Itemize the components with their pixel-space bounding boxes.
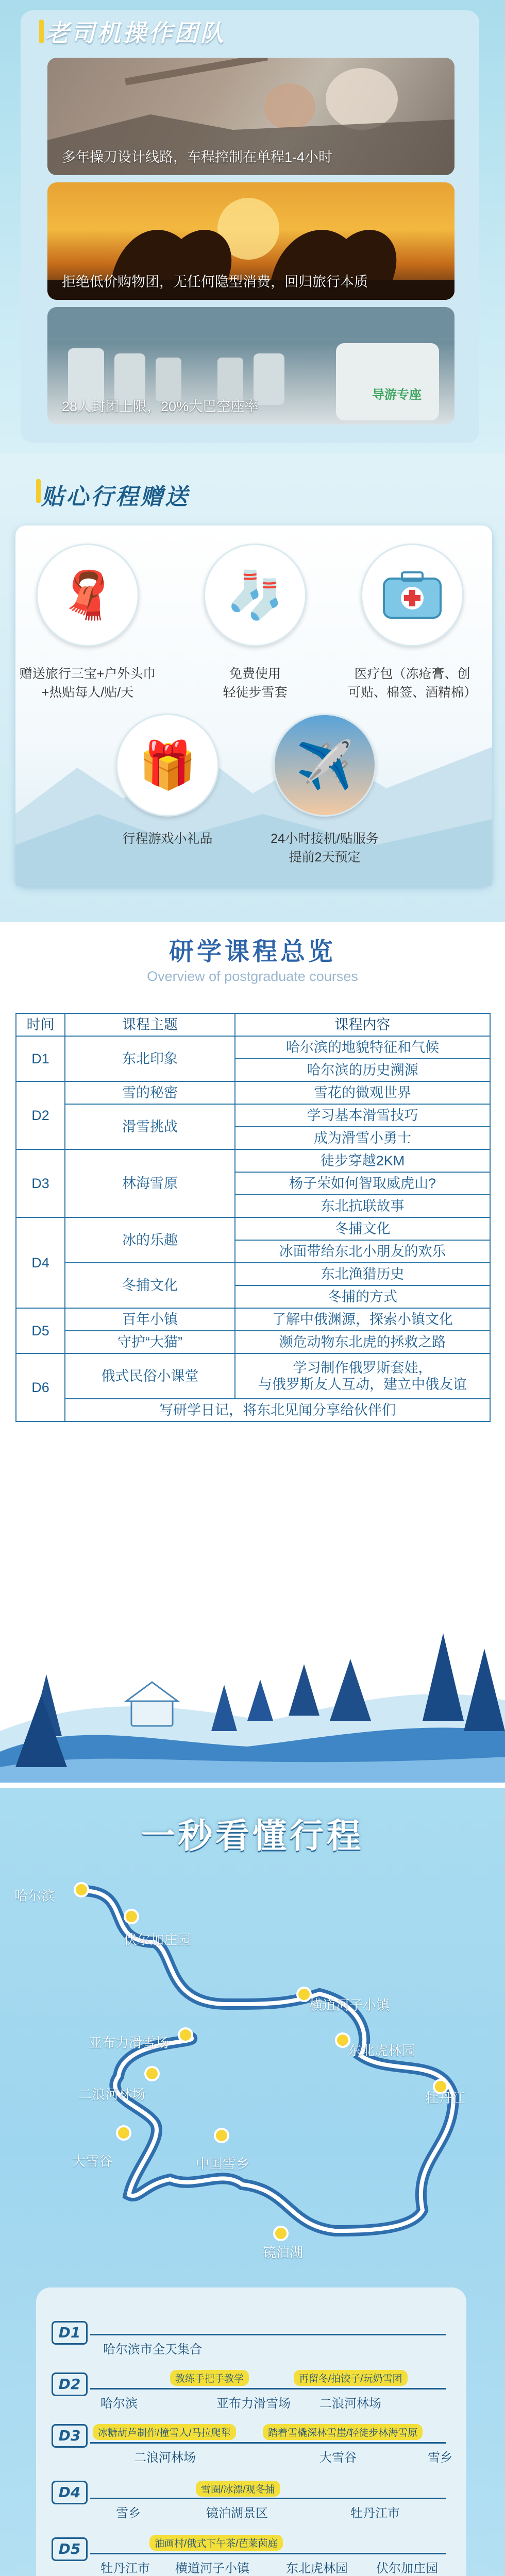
route-stop: 哈尔滨市全天集合: [103, 2343, 202, 2357]
content-cell: 哈尔滨的历史溯源: [235, 1059, 490, 1081]
header-time: 时间: [16, 1013, 65, 1036]
content-cell: 冬捕的方式: [235, 1285, 490, 1308]
content-cell: 哈尔滨的地貌特征和气候: [235, 1036, 490, 1059]
day-badge-d1: D1: [52, 2321, 88, 2345]
course-overview-subtitle: Overview of postgraduate courses: [147, 969, 358, 984]
content-cell: 东北渔猎历史: [235, 1263, 490, 1285]
topic-cell: 守护“大猫”: [65, 1331, 235, 1353]
course-overview-title: 研学课程总览: [169, 937, 336, 966]
medkit-gift-circle: [361, 544, 464, 647]
route-stop: 大雪谷: [319, 2451, 357, 2465]
bus-interior-photo: [47, 307, 454, 425]
route-stop: 伏尔加庄园: [376, 2562, 438, 2575]
scarf-gift-label: 赠送旅行三宝+户外头巾 +热贴每人/贴/天: [19, 667, 156, 700]
airport-pickup-label: 24小时接机/贴服务 提前2天预定: [271, 832, 379, 865]
map-label-daxuegu: 大雪谷: [72, 2154, 113, 2169]
route-design-photo: [47, 58, 454, 175]
day-cell: D6: [16, 1353, 65, 1421]
bus-capacity-caption: 28人封团上限，20%大巴空座率: [62, 399, 259, 414]
map-label-jingpo-lake: 镜泊湖: [263, 2245, 304, 2260]
day-cell: D2: [16, 1081, 65, 1149]
route-stop: 二浪河林场: [319, 2397, 381, 2411]
table-row: [16, 1104, 490, 1127]
day-badge-d4: D4: [52, 2481, 88, 2504]
map-marker-yabuli: [178, 2027, 193, 2043]
topic-cell: 滑雪挑战: [65, 1104, 235, 1149]
route-stop: 横道河子小镇: [175, 2562, 249, 2575]
map-marker-erlanghe: [144, 2066, 160, 2081]
topic-cell: 冬捕文化: [65, 1263, 235, 1308]
day-cell: D1: [16, 1036, 65, 1081]
activity-tag: 雪圈/冰漂/观冬捕: [196, 2481, 280, 2497]
route-stop: 雪乡: [428, 2451, 452, 2465]
map-marker-daxuegu: [116, 2125, 131, 2141]
title-accent-bar: [39, 20, 44, 43]
table-row: [16, 1331, 490, 1353]
guide-seat-sign: 导游专座: [372, 387, 422, 402]
activity-tag: 再留冬/拍饺子/玩奶雪团: [294, 2370, 408, 2386]
map-marker-jingpo-lake: [273, 2226, 289, 2241]
route-stop: 亚布力滑雪场: [216, 2397, 291, 2411]
no-shopping-caption: 拒绝低价购物团，无任何隐型消费，回归旅行本质: [62, 274, 368, 290]
day-cell: D3: [16, 1149, 65, 1217]
route-map: [0, 1788, 505, 2293]
route-design-caption: 多年操刀设计线路，车程控制在单程1-4小时: [62, 149, 333, 165]
route-stop: 牡丹江市: [100, 2562, 150, 2575]
scarf-gift-circle: [36, 544, 139, 647]
small-gift-circle: [116, 714, 219, 817]
map-marker-snow-town: [214, 2128, 229, 2143]
content-cell: 冰面带给东北小朋友的欢乐: [235, 1240, 490, 1263]
activity-tag: 油画村/俄式下午茶/芭莱茵庭: [149, 2535, 283, 2551]
table-row: [16, 1217, 490, 1240]
itinerary-map-title: 一秒看懂行程: [141, 1816, 364, 1856]
route-stop: 雪乡: [116, 2506, 141, 2520]
topic-cell: 俄式民俗小课堂: [65, 1353, 235, 1399]
route-stop: 东北虎林园: [286, 2562, 348, 2575]
route-stop: 牡丹江市: [350, 2506, 400, 2520]
topic-cell: 林海雪原: [65, 1149, 235, 1217]
scarf-icon: 🧣: [58, 568, 117, 622]
content-cell: 学习制作俄罗斯套娃， 与俄罗斯友人互动，建立中俄友谊: [235, 1353, 490, 1399]
topic-cell: 百年小镇: [65, 1308, 235, 1331]
content-cell: 成为滑雪小勇士: [235, 1127, 490, 1149]
topic-cell: 东北印象: [65, 1036, 235, 1081]
content-cell: 了解中俄渊源，探索小镇文化: [235, 1308, 490, 1331]
table-header-row: [16, 1013, 490, 1036]
content-cell: 徒步穿越2KM: [235, 1149, 490, 1172]
activity-tag: 冰糖葫芦制作/撞雪人/马拉爬犁: [93, 2424, 236, 2440]
map-marker-harbin: [74, 1882, 89, 1897]
route-line: [90, 2334, 446, 2335]
table-row: [16, 1308, 490, 1331]
activity-tag: 教练手把手教学: [170, 2370, 249, 2386]
map-label-mudanjiang: 牡丹江: [425, 2090, 466, 2106]
gaiter-gift-circle: [204, 544, 307, 647]
airport-pickup-circle: [273, 714, 376, 817]
content-cell: 濒危动物东北虎的拯救之路: [235, 1331, 490, 1353]
operations-team-title: 老司机操作团队: [45, 19, 226, 47]
snow-gaiter-icon: 🧦: [226, 568, 284, 622]
gaiter-gift-label: 免费使用 轻徒步雪套: [223, 667, 288, 700]
no-shopping-photo: [47, 182, 454, 300]
topic-cell: 冰的乐趣: [65, 1217, 235, 1263]
map-label-harbin: 哈尔滨: [14, 1888, 55, 1904]
content-cell: 杨子荣如何智取威虎山?: [235, 1172, 490, 1195]
activity-tag: 踏着雪橇深林雪崖/轻徒步林海雪原: [263, 2424, 423, 2440]
table-row: [16, 1149, 490, 1172]
map-label-erlanghe: 二浪河林场: [78, 2087, 146, 2102]
route-line: [90, 2442, 446, 2444]
small-gift-label: 行程游戏小礼品: [122, 832, 213, 846]
route-stop: 哈尔滨: [100, 2397, 138, 2411]
day-badge-d5: D5: [52, 2537, 88, 2561]
table-row: [16, 1263, 490, 1285]
content-cell: 冬捕文化: [235, 1217, 490, 1240]
day-badge-d2: D2: [52, 2372, 88, 2396]
medkit-gift-label: 医疗包（冻疮膏、创 可贴、棉签、酒精棉）: [347, 667, 477, 700]
content-cell: 雪花的微观世界: [235, 1081, 490, 1104]
day-cell: D4: [16, 1217, 65, 1308]
map-label-hengdaohezi: 横道河子小镇: [309, 1997, 390, 2013]
route-line: [90, 2388, 446, 2389]
map-label-snow-town: 中国雪乡: [196, 2156, 250, 2172]
route-line: [90, 2498, 446, 2499]
table-row: [16, 1036, 490, 1059]
course-table: [15, 1013, 491, 1422]
footer-cell: 写研学日记，将东北见闻分享给伙伴们: [65, 1399, 490, 1421]
table-row: [16, 1081, 490, 1104]
route-line: [90, 2553, 446, 2554]
title-accent-bar: [36, 479, 41, 503]
snow-forest-illustration-area: [0, 1566, 505, 1783]
gifts-title: 贴心行程赠送: [41, 484, 190, 510]
map-label-tiger-park: 东北虎林园: [348, 2043, 415, 2058]
table-row: [16, 1353, 490, 1399]
header-content: 课程内容: [235, 1013, 490, 1036]
day-badge-d3: D3: [52, 2424, 88, 2448]
snow-forest-illustration: [0, 1566, 505, 1783]
content-cell: 学习基本滑雪技巧: [235, 1104, 490, 1127]
first-aid-kit-icon: [379, 569, 446, 621]
airplane-icon: ✈️: [295, 738, 354, 792]
route-stop: 镜泊湖景区: [206, 2506, 268, 2520]
gift-box-icon: 🎁: [138, 738, 197, 792]
content-cell: 东北抗联故事: [235, 1195, 490, 1217]
day-cell: D5: [16, 1308, 65, 1353]
map-label-yabuli: 亚布力滑雪场: [89, 2035, 170, 2050]
table-row: [16, 1399, 490, 1421]
map-marker-volga: [124, 1909, 139, 1924]
header-topic: 课程主题: [65, 1013, 235, 1036]
route-stop: 二浪河林场: [134, 2451, 196, 2465]
topic-cell: 雪的秘密: [65, 1081, 235, 1104]
map-label-volga: 伏尔加庄园: [124, 1932, 191, 1947]
